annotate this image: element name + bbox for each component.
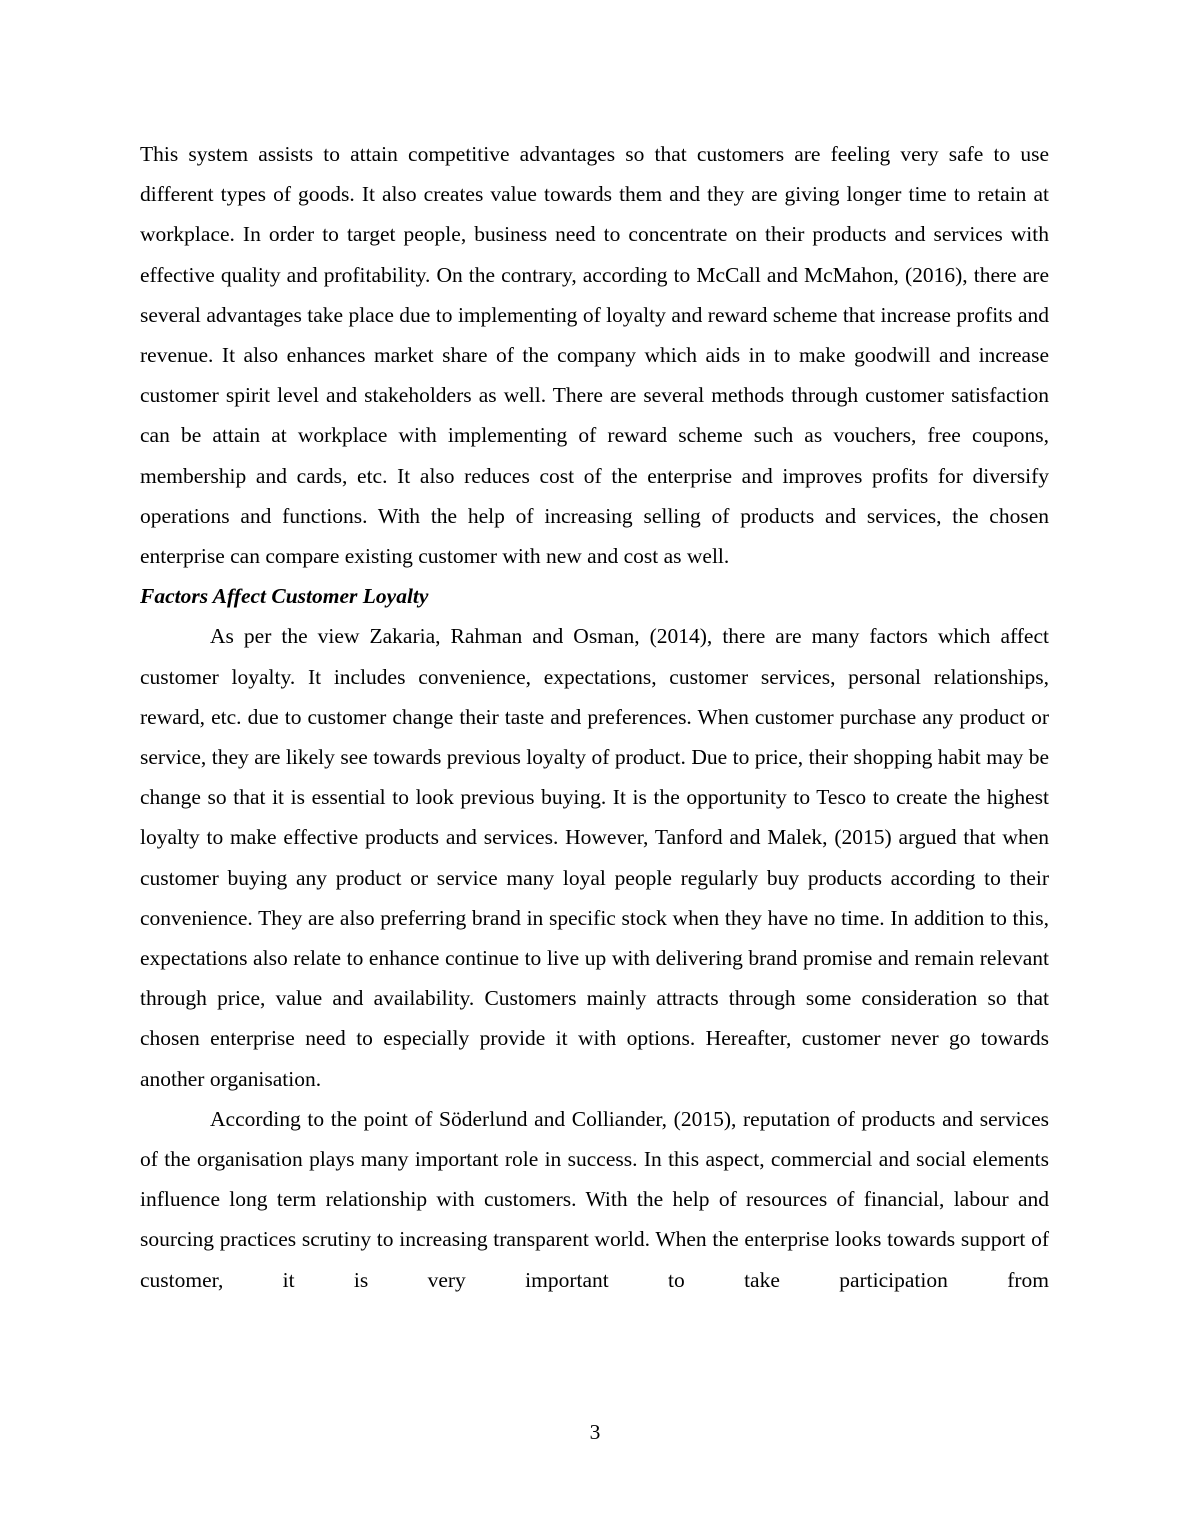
section-heading: Factors Affect Customer Loyalty: [140, 584, 429, 609]
paragraph-reputation: According to the point of Söderlund and Colliander, (2015), reputation of products and services of the organisation plays many important role in success. In this aspect, commercial and social elements influence long term relationship with customers. With the help of resources of financial, labour and sourcing practices scrutiny to increasing transparent world. When the enterprise looks towards support of customer, it is very important to take participation from: [140, 1106, 1049, 1292]
page-body: [140, 134, 1049, 1300]
paragraph-loyalty-factors: As per the view Zakaria, Rahman and Osman, (2014), there are many factors which affect customer loyalty. It includes convenience, expectations, customer services, personal relationships, reward, etc. due to customer change their taste and preferences. When customer purchase any product or service, they are likely see towards previous loyalty of product. Due to price, their shopping habit may be change so that it is essential to look previous buying. It is the opportunity to Tesco to create the highest loyalty to make effective products and services. However, Tanford and Malek, (2015) argued that when customer buying any product or service many loyal people regularly buy products according to their convenience. They are also preferring brand in specific stock when they have no time. In addition to this, expectations also relate to enhance continue to live up with delivering brand promise and remain relevant through price, value and availability. Customers mainly attracts through some consideration so that chosen enterprise need to especially provide it with options. Hereafter, customer never go towards another organisation.: [140, 624, 1049, 1091]
paragraph-competitive-advantages: This system assists to attain competitive advantages so that customers are feeling very safe to use different types of goods. It also creates value towards them and they are giving longer time to retain at workplace. In order to target people, business need to concentrate on their products and services with effective quality and profitability. On the contrary, according to McCall and McMahon, (2016), there are several advantages take place due to implementing of loyalty and reward scheme that increase profits and revenue. It also enhances market share of the company which aids in to make goodwill and increase customer spirit level and stakeholders as well. There are several methods through customer satisfaction can be attain at workplace with implementing of reward scheme such as vouchers, free coupons, membership and cards, etc. It also reduces cost of the enterprise and improves profits for diversify operations and functions. With the help of increasing selling of products and services, the chosen enterprise can compare existing customer with new and cost as well.: [140, 142, 1049, 569]
page-number: 3: [589, 1420, 601, 1444]
